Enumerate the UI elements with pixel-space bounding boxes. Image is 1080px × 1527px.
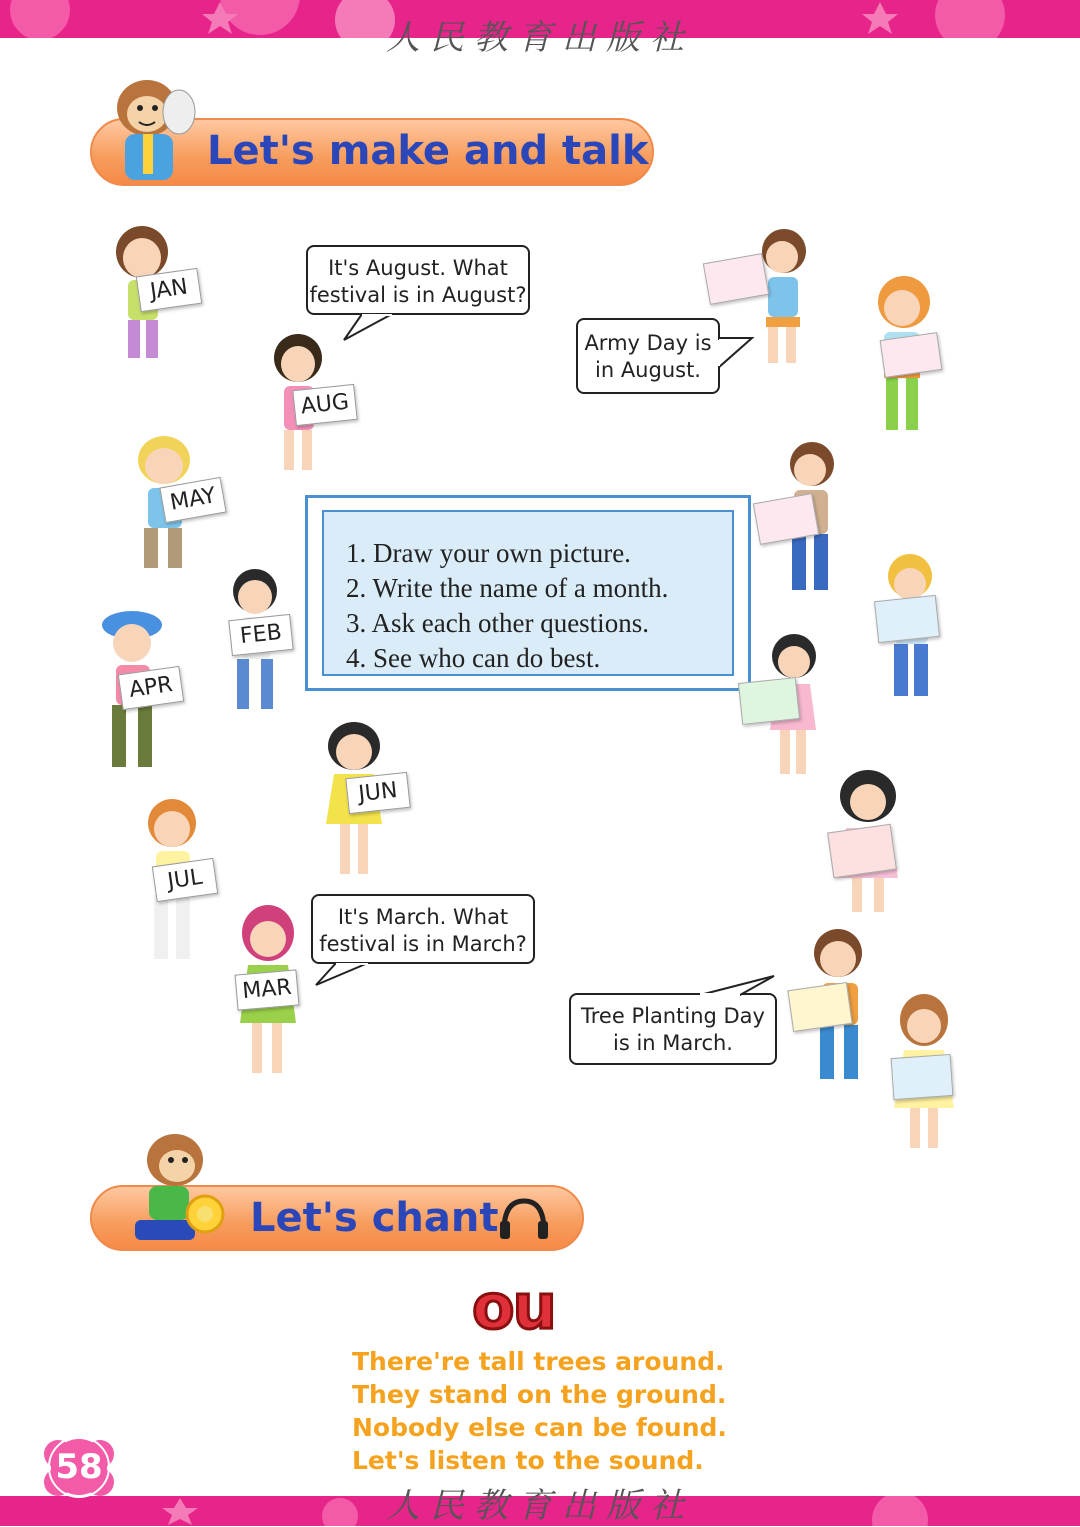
page-number: 58 bbox=[55, 1447, 103, 1487]
month-sign-apr: APR bbox=[118, 666, 184, 710]
month-sign-mar: MAR bbox=[235, 969, 300, 1010]
month-sign-jun: JUN bbox=[345, 772, 410, 814]
page-number-badge bbox=[40, 1432, 118, 1502]
section-title: Let's chant bbox=[250, 1195, 499, 1241]
bubble-tail bbox=[340, 314, 410, 344]
monkey-mascot-icon bbox=[105, 70, 205, 185]
bubble-line: festival is in March? bbox=[319, 932, 527, 956]
publisher-watermark-bottom: 人民教育出版社 bbox=[386, 1486, 694, 1526]
bubble-line: It's March. What bbox=[337, 905, 509, 929]
bubble-army-day bbox=[576, 318, 720, 394]
bubble-line: in August. bbox=[595, 358, 701, 382]
phonics-letters: ou bbox=[472, 1270, 555, 1343]
section-title: Let's make and talk bbox=[207, 128, 649, 174]
bubble-line: Tree Planting Day bbox=[581, 1004, 765, 1028]
month-sign-jul: JUL bbox=[152, 858, 218, 902]
drawing-card bbox=[880, 332, 943, 378]
bubble-line: is in March. bbox=[613, 1031, 733, 1055]
bubble-august-question bbox=[306, 245, 530, 315]
publisher-watermark-top: 人民教育出版社 bbox=[386, 18, 694, 58]
chant-line: Nobody else can be found. bbox=[352, 1413, 727, 1442]
bubble-line: It's August. What bbox=[328, 256, 508, 280]
instructions-inner bbox=[322, 510, 734, 676]
drawing-card-tree-planting bbox=[787, 982, 852, 1032]
month-sign-may: MAY bbox=[159, 477, 226, 523]
instruction-item: 4. See who can do best. bbox=[346, 643, 601, 673]
chant-line: Let's listen to the sound. bbox=[352, 1446, 704, 1475]
bubble-line: festival is in August? bbox=[309, 283, 527, 307]
bubble-march-question bbox=[311, 894, 535, 964]
chant-line: There're tall trees around. bbox=[352, 1347, 725, 1376]
monkey-drummer-mascot-icon bbox=[105, 1120, 235, 1250]
drawing-card bbox=[874, 595, 940, 643]
bubble-line: Army Day is bbox=[584, 331, 712, 355]
bubble-tail bbox=[312, 963, 382, 993]
instructions-list bbox=[346, 536, 668, 676]
month-sign-aug: AUG bbox=[292, 384, 357, 426]
instruction-item: 3. Ask each other questions. bbox=[346, 608, 649, 638]
instruction-item: 2. Write the name of a month. bbox=[346, 573, 669, 603]
chant-verse bbox=[352, 1345, 727, 1477]
month-sign-jan: JAN bbox=[136, 268, 202, 312]
headphones-icon bbox=[496, 1197, 552, 1241]
instruction-item: 1. Draw your own picture. bbox=[346, 538, 631, 568]
month-sign-feb: FEB bbox=[228, 614, 293, 656]
drawing-card bbox=[891, 1054, 954, 1100]
instructions-box bbox=[305, 495, 751, 691]
bubble-tail bbox=[690, 974, 780, 1004]
drawing-card bbox=[827, 824, 897, 878]
chant-line: They stand on the ground. bbox=[352, 1380, 727, 1409]
drawing-card bbox=[738, 677, 800, 725]
